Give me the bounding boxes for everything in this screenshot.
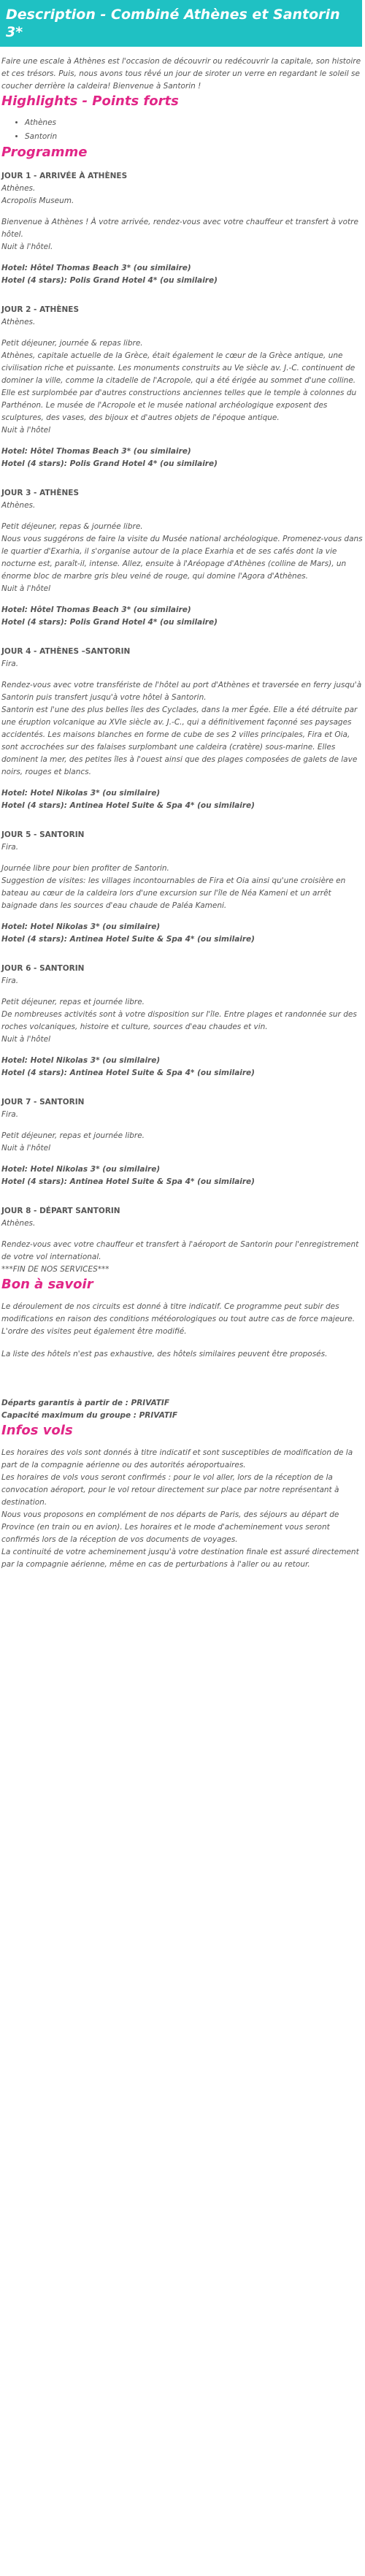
day-title: JOUR 7 - SANTORIN — [1, 1098, 85, 1107]
day-hotel: Hotel: Hotel Nikolas 3* (ou similaire) — [1, 922, 161, 931]
day-place: Fira. — [1, 843, 19, 852]
day-block — [0, 829, 365, 946]
day-description: Petit déjeuner, repas & journée libre. — [1, 522, 143, 531]
day-hotel: Hotel: Hotel Nikolas 3* (ou similaire) — [1, 1056, 161, 1065]
departs-garantis: Départs garantis à partir de : PRIVATIF — [1, 1399, 169, 1407]
day-block — [0, 487, 365, 629]
day-block — [0, 170, 365, 287]
infos-vols-text-4: La continuité de votre acheminement jusqu'à votre destination finale est assuré directement par la compagnie aérienne, même en cas de perturbations à l'aller ou au retour. — [1, 1548, 359, 1569]
day-description: Nuit à l'hôtel — [1, 1035, 51, 1044]
day-place: Fira. — [1, 660, 19, 668]
day-description: Athènes, capitale actuelle de la Grèce, était également le cœur de la Grèce antique, une civilisation riche et puissante. Les monuments construits au Ve siècle av. J.-C. continuent de dominer la ville, comme la citadelle de l'Acropole, qui a été érigée au sommet d'une colline. Elle est surplombée par d'autres constructions anciennes telles que le temple à colonnes du Parthénon. Le musée de l'Acropole et le musée national archéologique exposent des sculptures, des vases, des bijoux et d'autres objets de l'époque antique. — [1, 351, 357, 422]
day-place: Athènes. — [1, 318, 36, 326]
capacite-max: Capacité maximum du groupe : PRIVATIF — [1, 1411, 178, 1420]
day-place: Athènes. — [1, 501, 36, 510]
day-hotel: Hotel (4 stars): Polis Grand Hotel 4* (ou similaire) — [1, 459, 218, 468]
day-description: Nuit à l'hôtel — [1, 426, 51, 435]
day-hotel: Hotel: Hotel Nikolas 3* (ou similaire) — [1, 1165, 161, 1174]
day-description: Nuit à l'hôtel — [1, 584, 51, 593]
bon-a-savoir-text-2: La liste des hôtels n'est pas exhaustive, des hôtels similaires peuvent être proposés. — [1, 1350, 328, 1358]
day-hotel: Hotel (4 stars): Antinea Hotel Suite & Spa 4* (ou similaire) — [1, 935, 255, 944]
day-description: Nuit à l'hôtel — [1, 1144, 51, 1153]
day-description: Nuit à l'hôtel. — [1, 242, 53, 251]
programme-heading: Programme — [1, 145, 88, 160]
day-place: Fira. — [1, 976, 19, 985]
day-description: Bienvenue à Athènes ! À votre arrivée, rendez-vous avec votre chauffeur et transfert à votre hôtel. — [1, 218, 358, 239]
day-title: JOUR 5 - SANTORIN — [1, 830, 85, 839]
day-hotel: Hotel (4 stars): Polis Grand Hotel 4* (ou similaire) — [1, 276, 218, 285]
infos-vols-text-3: Nous vous proposons en complément de nos départs de Paris, des séjours au départ de Province (en train ou en avion). Les horaires et le mode d'acheminement vous seront confirmés lors de la réception de vos documents de voyages. — [1, 1510, 339, 1544]
day-description: Suggestion de visites: les villages incontournables de Fira et Oia ainsi qu'une croisière en bateau au cœur de la caldeira lors d'une excursion sur l'île de Néa Kameni et un arrêt baignade dans les sources d'eau chaude de Paléa Kameni. — [1, 876, 346, 910]
day-block — [0, 646, 365, 812]
highlights-list — [0, 116, 365, 144]
infos-vols-text-1: Les horaires des vols sont donnés à titre indicatif et sont susceptibles de modification de la part de la compagnie aérienne ou des autorités aéroportuaires. — [1, 1448, 353, 1469]
bon-a-savoir-text-1: Le déroulement de nos circuits est donné à titre indicatif. Ce programme peut subir des modifications en raison des conditions météorologiques ou tout autre cas de force majeure. L'ordre des visites peut également être modifié. — [1, 1302, 356, 1336]
day-title: JOUR 8 - DÉPART SANTORIN — [1, 1207, 120, 1215]
day-place: Athènes. — [1, 1219, 36, 1228]
day-description: Rendez-vous avec votre transfériste de l'hôtel au port d'Athènes et traversée en ferry jusqu'à Santorin puis transfert jusqu'à votre hôtel à Santorin. — [1, 681, 362, 702]
day-description: De nombreuses activités sont à votre disposition sur l'île. Entre plages et randonnée sur des roches volcaniques, histoire et culture, sources d'eau chaudes et vin. — [1, 1010, 357, 1031]
highlight-item: • Athènes — [25, 116, 365, 130]
day-block — [0, 963, 365, 1079]
intro-text: Faire une escale à Athènes est l'occasion de découvrir ou redécouvrir la capitale, son histoire et ces trésors. Puis, nous avons tous rêvé un jour de siroter un verre en regardant le soleil se coucher derrière la caldeira! Bienvenue à Santorin ! — [1, 57, 361, 91]
day-hotel: Hotel (4 stars): Antinea Hotel Suite & Spa 4* (ou similaire) — [1, 1069, 255, 1077]
day-description: Petit déjeuner, repas et journée libre. — [1, 998, 145, 1006]
day-hotel: Hotel: Hotel Nikolas 3* (ou similaire) — [1, 789, 161, 798]
day-description: Journée libre pour bien profiter de Santorin. — [1, 864, 169, 873]
day-description: ***FIN DE NOS SERVICES*** — [1, 1265, 110, 1274]
page-title: Description - Combiné Athènes et Santorin 3* — [0, 0, 362, 47]
day-place: Fira. — [1, 1110, 19, 1119]
day-description: Petit déjeuner, repas et journée libre. — [1, 1131, 145, 1140]
day-title: JOUR 4 - ATHÈNES –SANTORIN — [1, 647, 131, 656]
day-line: Acropolis Museum. — [1, 196, 74, 205]
day-block — [0, 304, 365, 470]
day-hotel: Hotel: Hôtel Thomas Beach 3* (ou similaire) — [1, 605, 191, 614]
highlight-item: • Santorin — [25, 130, 365, 144]
programme-days — [0, 170, 365, 1276]
day-title: JOUR 2 - ATHÈNES — [1, 305, 80, 314]
day-description: Santorin est l'une des plus belles îles des Cyclades, dans la mer Égée. Elle a été détruite par une éruption volcanique au XVIe siècle av. J.-C., qui a définitivement façonné ses paysages accidentés. Les maisons blanches en forme de cube de ses 2 villes principales, Fira et Oia, sont accrochées sur des falaises surplombant une caldeira (cratère) sous-marine. Elles dominent la mer, des petites îles à l'ouest ainsi que des plages composées de galets de lave noirs, rouges et blancs. — [1, 706, 358, 776]
day-title: JOUR 1 - ARRIVÉE À ATHÈNES — [1, 172, 128, 180]
infos-vols-heading: Infos vols — [1, 1423, 73, 1438]
day-hotel: Hotel: Hôtel Thomas Beach 3* (ou similaire) — [1, 447, 191, 456]
day-hotel: Hotel (4 stars): Polis Grand Hotel 4* (ou similaire) — [1, 618, 218, 627]
day-hotel: Hotel (4 stars): Antinea Hotel Suite & Spa 4* (ou similaire) — [1, 1177, 255, 1186]
day-title: JOUR 3 - ATHÈNES — [1, 489, 80, 497]
day-description: Nous vous suggérons de faire la visite du Musée national archéologique. Promenez-vous dans le quartier d'Exarhia, il s'organise autour de la place Exarhia et de ses cafés dont la vie nocturne est, paraît-il, intense. Allez, ensuite à l'Aréopage d'Athènes (colline de Mars), un énorme bloc de marbre gris bleu veiné de rouge, qui domine l'Agora d'Athènes. — [1, 535, 363, 581]
bon-a-savoir-heading: Bon à savoir — [1, 1277, 93, 1292]
day-block — [0, 1205, 365, 1276]
highlights-heading: Highlights - Points forts — [1, 93, 179, 109]
day-title: JOUR 6 - SANTORIN — [1, 964, 85, 973]
day-block — [0, 1096, 365, 1188]
day-hotel: Hotel: Hôtel Thomas Beach 3* (ou similaire) — [1, 264, 191, 272]
day-hotel: Hotel (4 stars): Antinea Hotel Suite & Spa 4* (ou similaire) — [1, 801, 255, 810]
day-description: Petit déjeuner, journée & repas libre. — [1, 339, 143, 348]
day-description: Rendez-vous avec votre chauffeur et transfert à l'aéroport de Santorin pour l'enregistrement de votre vol international. — [1, 1240, 359, 1261]
infos-vols-text-2: Les horaires de vols vous seront confirmés : pour le vol aller, lors de la réception de la convocation aéroport, pour le vol retour directement sur place par notre représentant à destination. — [1, 1473, 339, 1507]
day-place: Athènes. — [1, 184, 36, 193]
